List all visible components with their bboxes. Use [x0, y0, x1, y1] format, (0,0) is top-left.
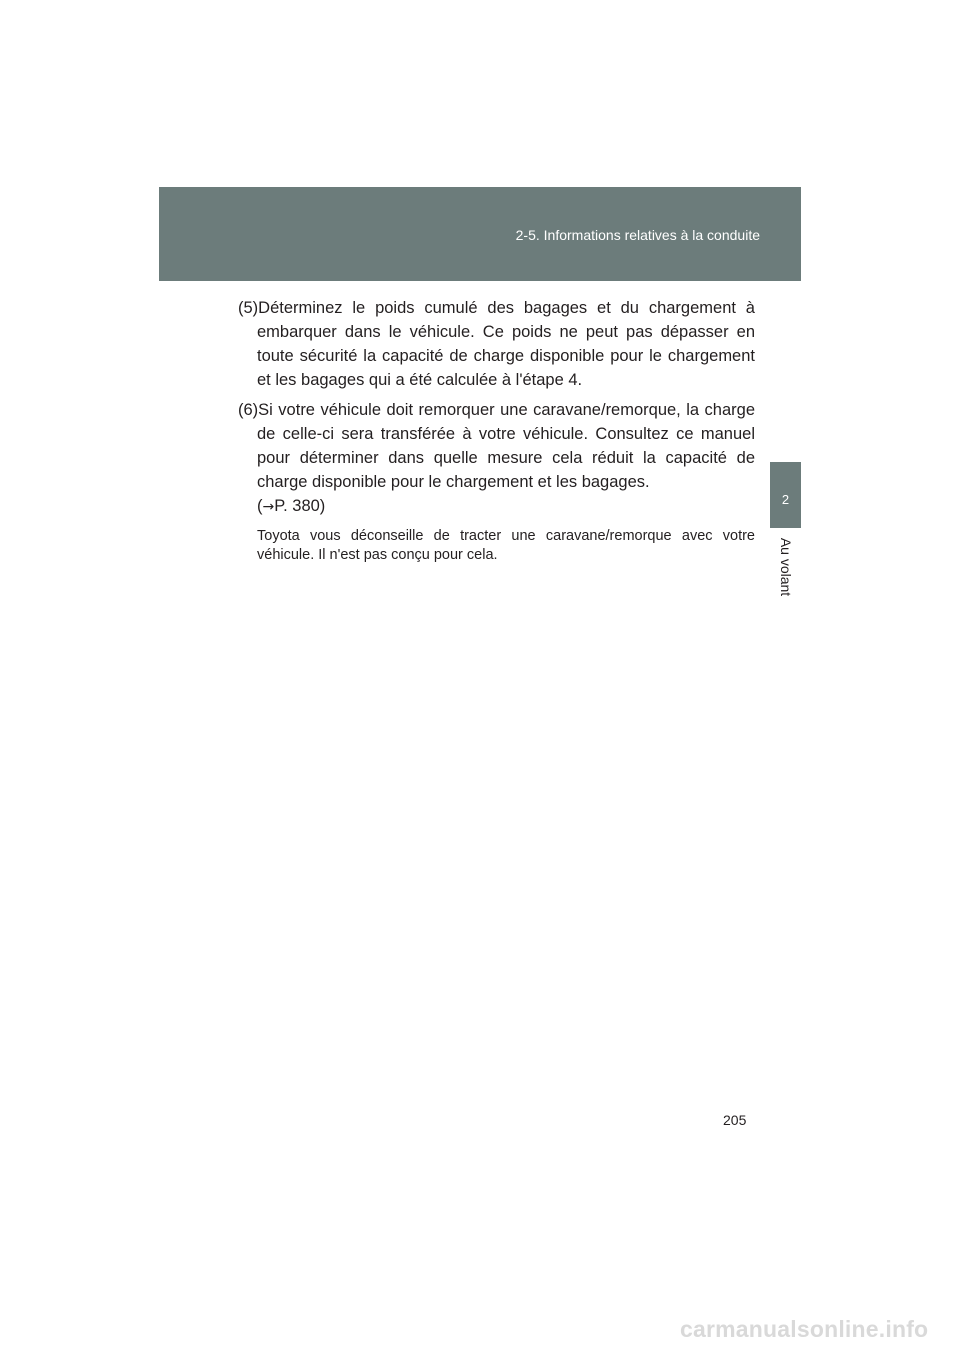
reference-link: P. 380) [274, 497, 326, 515]
page-number: 205 [723, 1112, 747, 1128]
section-title: 2-5. Informations relatives à la conduite [515, 227, 760, 243]
chapter-label: Au volant [778, 537, 794, 597]
arrow-right-icon: → [262, 499, 275, 515]
step-5: (5)Déterminez le poids cumulé des bagages et du chargement à embarquer dans le véhicule. Ce poids ne peut pas dépasser en toute sécurité la capacité de charge disponible pour le chargement et les bagages qui a été calculée à l'étape 4. [238, 299, 755, 389]
step-6: (6)Si votre véhicule doit remorquer une caravane/remorque, la charge de celle-ci sera transférée à votre véhicule. Consultez ce manuel pour déterminer dans quelle mesure cela réduit la capacité de charge disponible pour le chargement et les bagages. [238, 401, 755, 491]
section-header-band [159, 187, 801, 281]
chapter-number: 2 [781, 492, 790, 507]
towing-note: Toyota vous déconseille de tracter une caravane/remorque avec votre véhicule. Il n'est pas conçu pour cela. [257, 528, 755, 563]
page-reference [238, 494, 755, 519]
chapter-tab [770, 462, 801, 528]
watermark: carmanualsonline.info [680, 1316, 929, 1342]
reference-open: ( [257, 497, 263, 515]
page-content [238, 296, 755, 565]
